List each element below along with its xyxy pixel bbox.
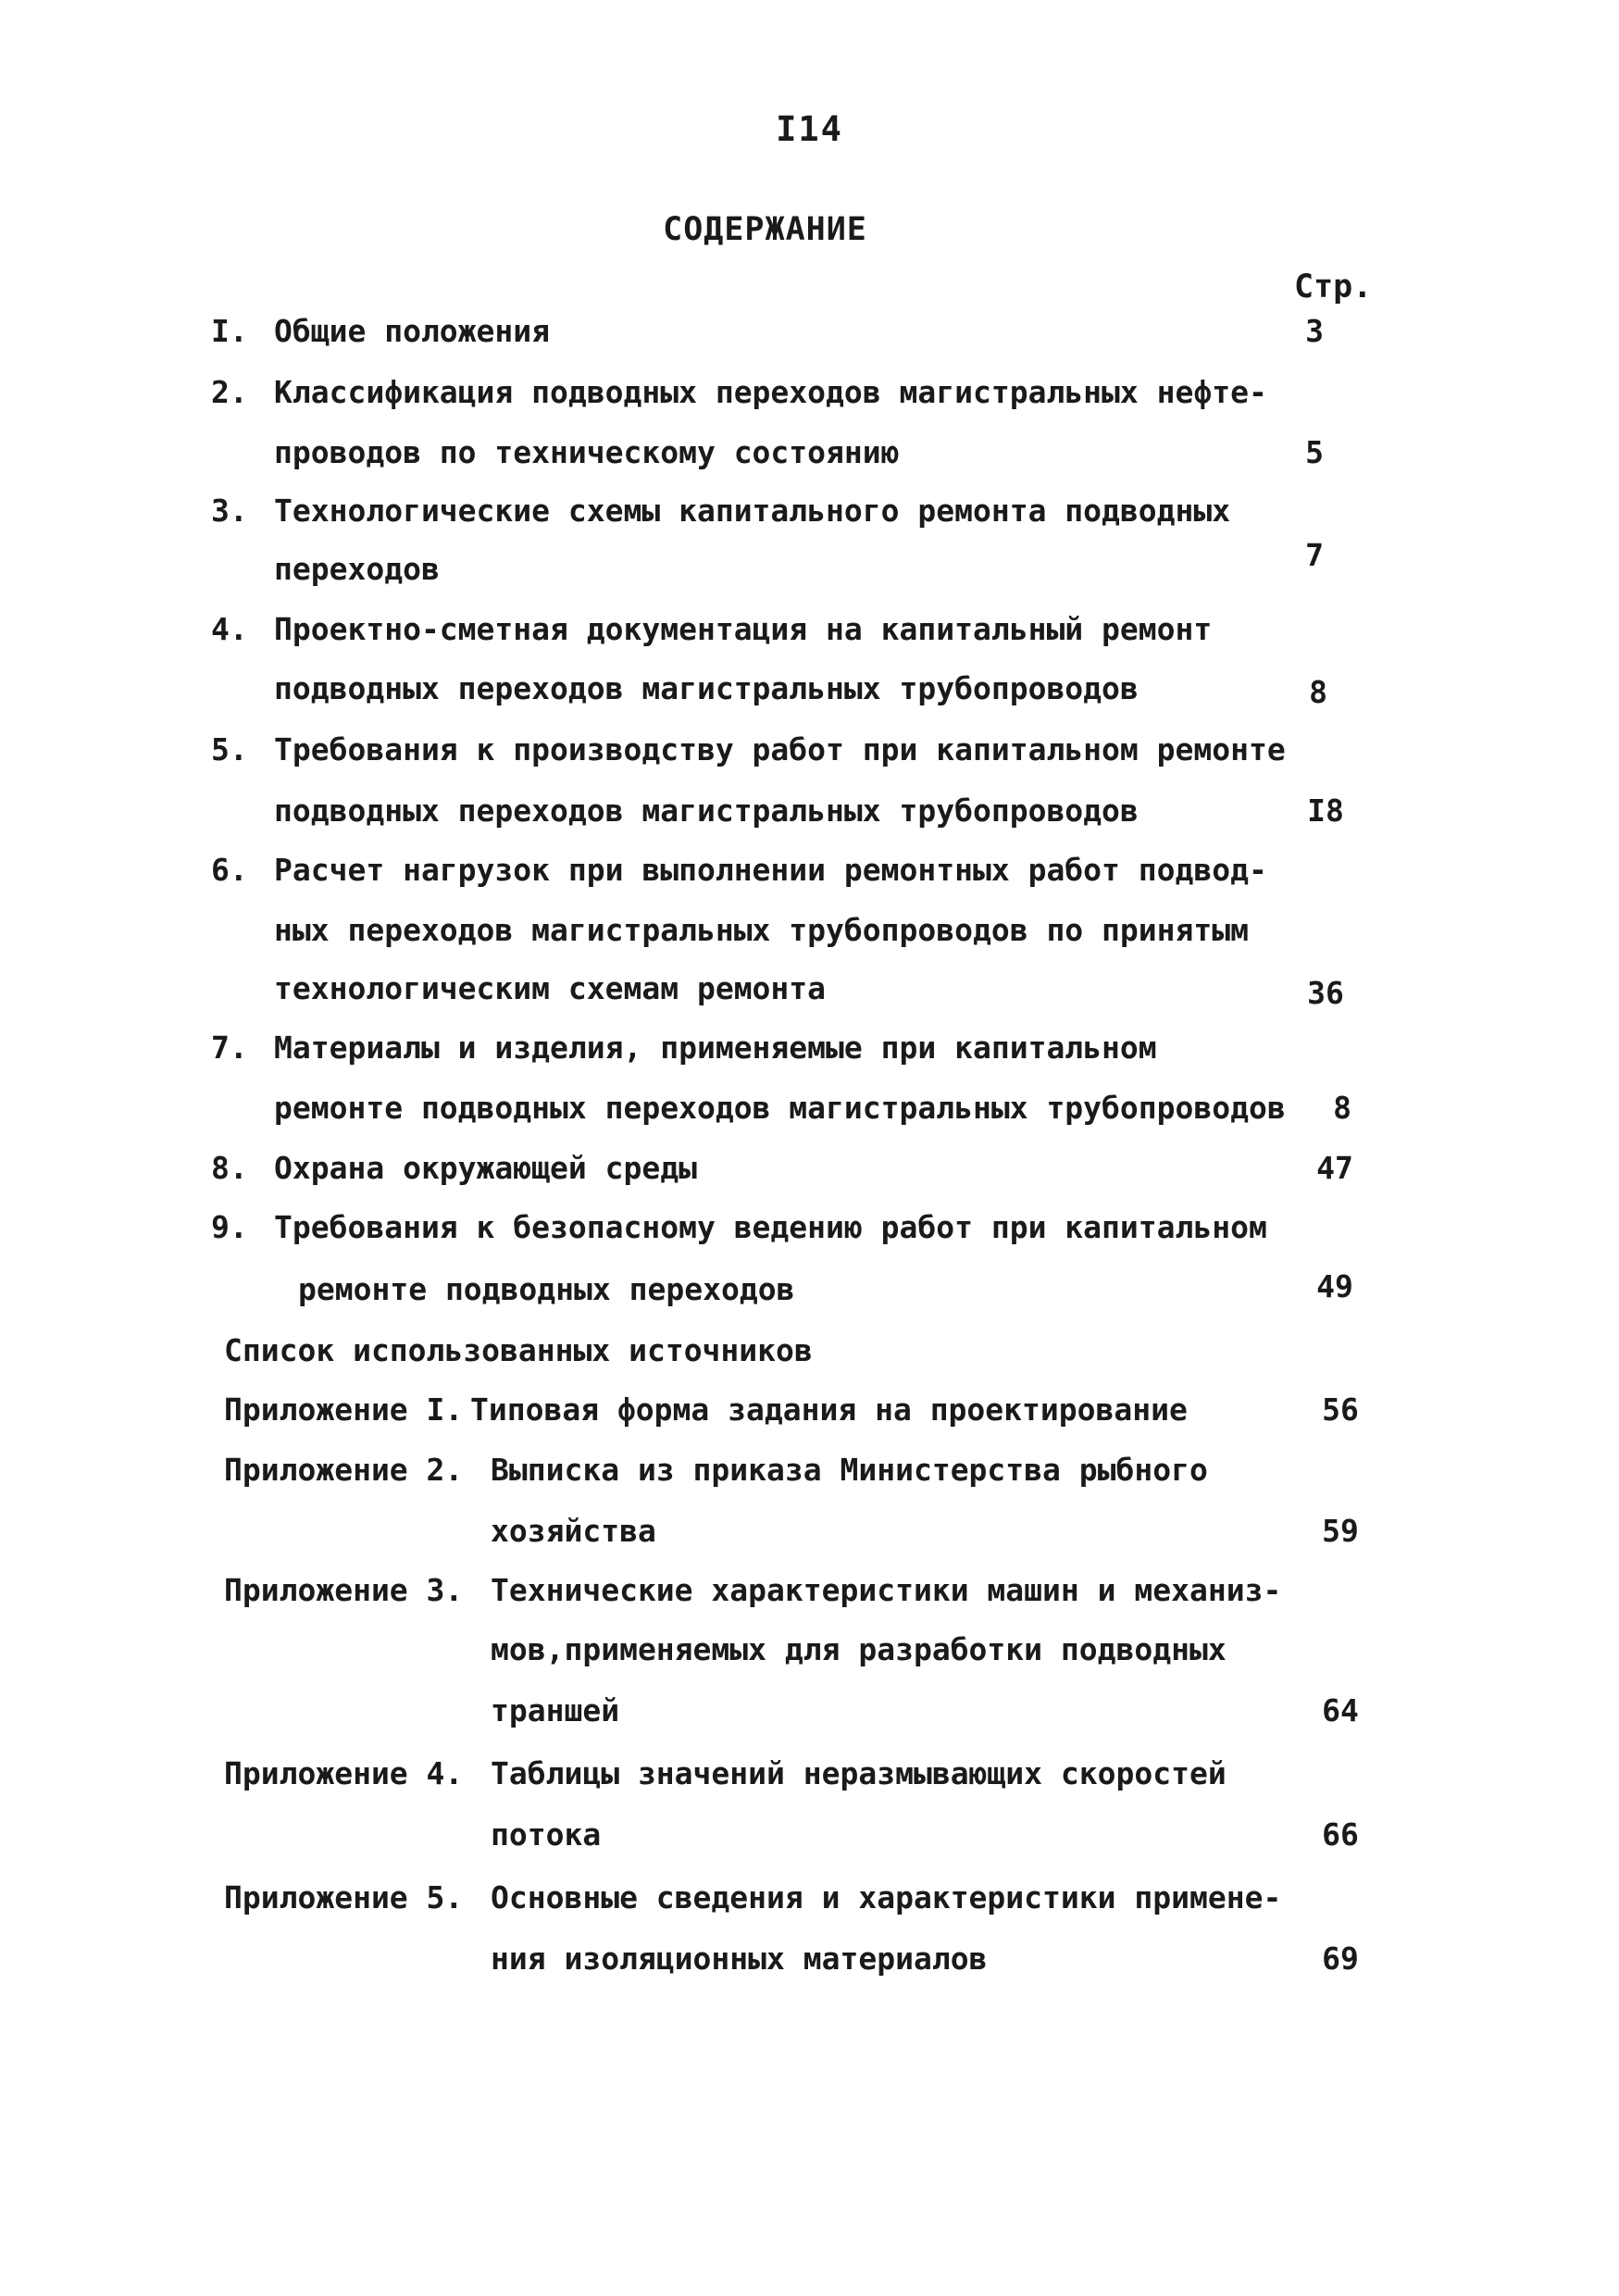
toc-entry-title-line: Расчет нагрузок при выполнении ремонтных работ подвод- bbox=[274, 852, 1267, 888]
toc-entry-title-line: Требования к производству работ при капитальном ремонте bbox=[274, 731, 1286, 767]
toc-entry-number: I. bbox=[211, 313, 248, 349]
toc-entry-title-line: ремонте подводных переходов магистральных трубопроводов bbox=[274, 1090, 1286, 1126]
toc-entry-number: 5. bbox=[211, 731, 248, 767]
toc-entry-title-line: хозяйства bbox=[491, 1513, 656, 1549]
toc-entry-title-line: ных переходов магистральных трубопроводов по принятым bbox=[274, 912, 1249, 948]
toc-entry-title-line: Основные сведения и характеристики примене- bbox=[491, 1879, 1282, 1915]
toc-entry-page-number: 47 bbox=[1316, 1150, 1353, 1186]
toc-entry-number: Приложение 4. bbox=[224, 1755, 464, 1791]
toc-entry-page-number: 64 bbox=[1322, 1692, 1359, 1728]
toc-entry-number: 3. bbox=[211, 493, 248, 529]
toc-entry-title-line: мов,применяемых для разработки подводных bbox=[491, 1631, 1227, 1667]
toc-entry-title-line: Охрана окружающей среды bbox=[274, 1150, 697, 1186]
toc-entry-page-number: 36 bbox=[1307, 975, 1344, 1011]
toc-entry-page-number: 49 bbox=[1316, 1268, 1353, 1304]
toc-entry-page-number: 69 bbox=[1322, 1940, 1359, 1977]
toc-entry-page-number: 5 bbox=[1305, 434, 1324, 470]
toc-entry-page-number: 59 bbox=[1322, 1513, 1359, 1549]
toc-entry-title-line: проводов по техническому состоянию bbox=[274, 434, 900, 470]
toc-entry-page-number: 7 bbox=[1305, 537, 1324, 573]
toc-entry-number: Приложение 3. bbox=[224, 1572, 464, 1608]
toc-entry-number: Приложение 5. bbox=[224, 1879, 464, 1915]
toc-entry-title-line: Выписка из приказа Министерства рыбного bbox=[491, 1452, 1208, 1488]
toc-entry-title-line: подводных переходов магистральных трубопроводов bbox=[274, 792, 1139, 829]
toc-entry-title-line: технологическим схемам ремонта bbox=[274, 970, 827, 1006]
toc-entry-page-number: 3 bbox=[1305, 313, 1324, 349]
toc-entry-title-line: Классификация подводных переходов магистральных нефте- bbox=[274, 374, 1267, 410]
toc-entry-number: 4. bbox=[211, 611, 248, 647]
toc-entry-title-line: переходов bbox=[274, 551, 440, 587]
toc-entry-title-line: ния изоляционных материалов bbox=[491, 1940, 988, 1977]
toc-entry-title-line: подводных переходов магистральных трубопроводов bbox=[274, 670, 1139, 706]
toc-entry-page-number: 8 bbox=[1309, 674, 1327, 710]
toc-heading: СОДЕРЖАНИЕ bbox=[663, 211, 867, 248]
toc-entry-number: Приложение I. bbox=[224, 1391, 464, 1428]
toc-entry-title-line: Типовая форма задания на проектирование bbox=[470, 1391, 1188, 1428]
toc-entry-title-line: потока bbox=[491, 1816, 602, 1853]
toc-entry-number: 9. bbox=[211, 1209, 248, 1245]
toc-entry-number: 7. bbox=[211, 1029, 248, 1066]
toc-entry-title-line: Общие положения bbox=[274, 313, 551, 349]
toc-entry-title-line: Технические характеристики машин и механиз- bbox=[491, 1572, 1282, 1608]
toc-entry-title-line: Материалы и изделия, применяемые при капитальном bbox=[274, 1029, 1157, 1066]
toc-entry-title-line: ремонте подводных переходов bbox=[298, 1271, 795, 1307]
toc-entry-title-line: Таблицы значений неразмывающих скоростей bbox=[491, 1755, 1227, 1791]
toc-entry-title-line: траншей bbox=[491, 1692, 620, 1728]
toc-entry-number: 2. bbox=[211, 374, 248, 410]
toc-entry-title-line: Технологические схемы капитального ремонта подводных bbox=[274, 493, 1231, 529]
page-number: I14 bbox=[776, 109, 843, 149]
toc-entry-page-number: 8 bbox=[1333, 1090, 1351, 1126]
toc-entry-page-number: I8 bbox=[1307, 792, 1344, 829]
toc-entry-title-line: Требования к безопасному ведению работ при капитальном bbox=[274, 1209, 1267, 1245]
toc-entry-page-number: 66 bbox=[1322, 1816, 1359, 1853]
toc-entry-number: 8. bbox=[211, 1150, 248, 1186]
page-column-header: Стр. bbox=[1294, 268, 1373, 306]
toc-entry-number: 6. bbox=[211, 852, 248, 888]
toc-entry-title-line: Проектно-сметная документация на капитальный ремонт bbox=[274, 611, 1213, 647]
toc-entry-title-line: Список использованных источников bbox=[224, 1332, 813, 1368]
toc-entry-page-number: 56 bbox=[1322, 1391, 1359, 1428]
toc-entry-number: Приложение 2. bbox=[224, 1452, 464, 1488]
